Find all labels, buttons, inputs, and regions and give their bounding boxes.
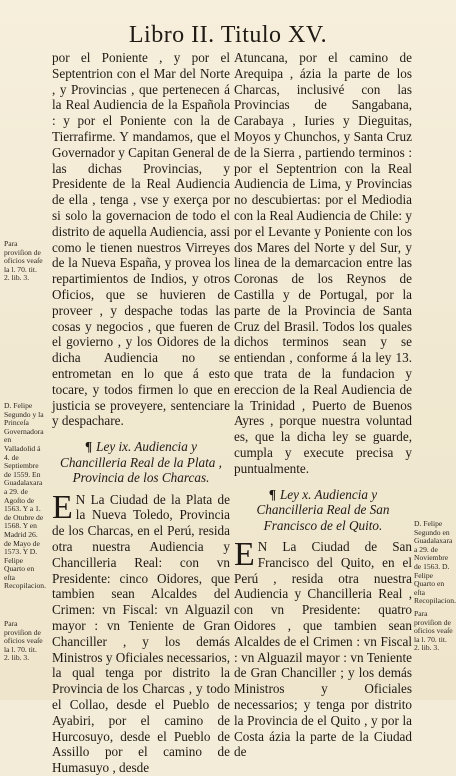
right-continuation-text: Atuncana, por el camino de Arequipa , ázia la parte de los Charcas, inclusivé con las Provincias de Sangabana, Carabaya , Iuries y Dieguitas, Moyos y Chunchos, y Santa Cruz de la Sierra , partiendo terminos : por el Septentrion con la Real Audiencia de Lima, y Provincias no descubiertas: por el Mediodia con la Real Audiencia de Chile: y por el Levante y Poniente con los dos Mares del Norte y del Sur, y linea de la demarcacion entre las Coronas de los Reynos de Castilla y de Portugal, por la parte de la Provincia de Santa Cruz del Brasil. Todos los quales dichos terminos sean y se entiendan , conforme á la ley 13. que trata de la fundacion y ereccion de la Real Audiencia de la Trinidad , Puerto de Buenos Ayres , porque nuestra voluntad es, que la dicha ley se guarde, cumpla y execute precisa y puntualmente. — [234, 50, 412, 476]
law-x-text: N La Ciudad de San Francisco del Quito, en el Perú , resida otra nuestra Audiencia y Chancilleria Real , con vn Presidente: quatro Oidores , que tambien sean Alcaldes de el Crimen : vn Fiscal : vn Alguazil mayor : vn Teniente de Gran Chanciller ; y los demás Ministros y Oficiales necessarios; y tenga por distrito la Provincia de el Quito , y por la Costa ázia la parte de la Ciudad de — [234, 539, 412, 760]
law-x-dropcap: E — [234, 536, 255, 574]
law-ix-text: N La Ciudad de la Plata de la Nueva Toledo, Provincia de los Charcas, en el Perú, resida otra nuestra Audiencia y Chancilleria Real: con vn Presidente: cinco Oidores, que tambien sean Alcaldes del Crimen: vn Fiscal: vn Alguazil mayor : vn Teniente de Gran Chanciller , y los demás Ministros y Oficiales necessarios, la qual tenga por distrito la Provincia de los Charcas , y todo el Collao, desde el Pueblo de Ayabiri, por el camino de Hurcosuyo, desde el Pueblo de Assillo por el camino de Humasuyo , desde — [52, 491, 230, 776]
running-head: Libro II. Titulo XV. — [128, 22, 328, 48]
law-ix-dropcap: E — [52, 488, 73, 526]
margin-note-left-2: D. Felipe Segundo y la Princeſa Governadora en Valladolid á 4. de Septiembre de 1559. En Guadalaxara a 29. de Agoſto de 1563. Y a 1. de Otubre de 1568. Y en Madrid 26. de Mayo de 1573. Y D. Felipe Quarto en eſta Recopilacion. — [4, 401, 46, 591]
law-x-title: Ley x. Audiencia y Chancilleria Real de San Francisco de el Quito. — [256, 486, 390, 533]
margin-note-right-1: D. Felipe Segundo en Guadalaxara a 29. de Noviembre de 1563. D. Felipe Quarto en eſta Recopilacion. — [414, 519, 456, 606]
law-x-body — [234, 536, 412, 760]
law-ix-body — [52, 488, 230, 776]
left-continuation-text: por el Poniente , y por el Septentrion con el Mar del Norte , y Provincias , que pertenecen á la Real Audiencia de la Española : y por el Poniente con la de Tierrafirme. Y mandamos, que el Governador y Capitan General de las dichas Provincias, y Presidente de la Real Audiencia de ella , tenga , vse y exerça por si solo la governacion de todo el distrito de aquella Audiencia, assi como le tienen nuestros Virreyes de la Nueva España, y provea los repartimientos de Indios, y otros Oficios, que se huvieren de proveer , y despache todas las cosas y negocios , que fueren de el govierno , y los Oidores de la dicha Audiencia no se entrometan en lo que á esto tocare, y todos firmen lo que en justicia se proveyere, sentenciare y despachare. — [52, 50, 230, 429]
paragraph-mark-icon: ¶ — [268, 486, 276, 502]
law-x-heading — [236, 487, 410, 534]
right-column — [234, 50, 412, 760]
margin-note-left-3: Para proviſion de oficios veaſe la l. 70. tit. 2. lib. 3. — [4, 619, 43, 663]
paragraph-mark-icon: ¶ — [85, 439, 93, 455]
left-column — [52, 50, 230, 776]
margin-note-left-1: Para proviſion de oficios veaſe la l. 70. tit. 2. lib. 3. — [4, 239, 43, 283]
law-ix-title: Ley ix. Audiencia y Chancilleria Real de la Plata , Provincia de los Charcas. — [60, 439, 222, 486]
law-ix-heading — [54, 439, 228, 486]
margin-note-right-2: Para proviſion de oficios veaſe la l. 70. tit. 2. lib. 3. — [414, 609, 453, 653]
